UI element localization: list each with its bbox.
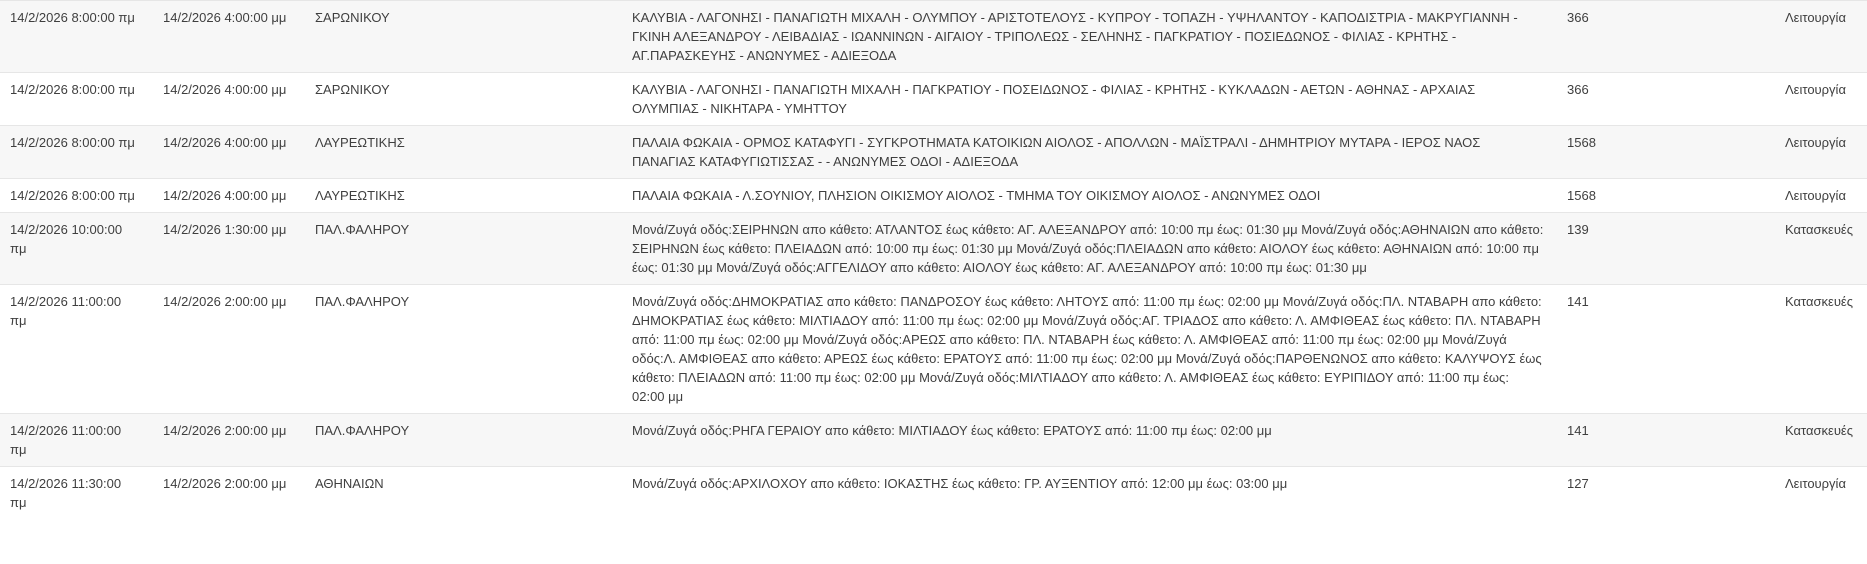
cell-status: Κατασκευές (1785, 294, 1853, 309)
table-row[interactable] (0, 285, 1867, 414)
table-row[interactable] (0, 213, 1867, 285)
cell-number: 366 (1567, 82, 1589, 97)
cell-number: 141 (1567, 294, 1589, 309)
cell-status: Λειτουργία (1785, 82, 1846, 97)
cell-end-datetime: 14/2/2026 4:00:00 μμ (163, 10, 287, 25)
cell-start-datetime: 14/2/2026 11:00:00 πμ (10, 423, 122, 457)
outage-table-body (0, 1, 1867, 520)
cell-description: ΠΑΛΑΙΑ ΦΩΚΑΙΑ - Λ.ΣΟΥΝΙΟΥ, ΠΛΗΣΙΟΝ ΟΙΚΙΣΜΟΥ ΑΙΟΛΟΣ - ΤΜΗΜΑ ΤΟΥ ΟΙΚΙΣΜΟΥ ΑΙΟΛΟΣ - ΑΝΩΝΥΜΕΣ ΟΔΟΙ (632, 188, 1321, 203)
cell-number: 1568 (1567, 135, 1596, 150)
cell-start-datetime: 14/2/2026 8:00:00 πμ (10, 82, 135, 97)
cell-start-datetime: 14/2/2026 11:00:00 πμ (10, 294, 122, 328)
cell-description: Μονά/Ζυγά οδός:ΣΕΙΡΗΝΩΝ απο κάθετο: ΑΤΛΑΝΤΟΣ έως κάθετο: ΑΓ. ΑΛΕΞΑΝΔΡΟΥ από: 10:00 πμ έως: 01:30 μμ Μονά/Ζυγά οδός:ΑΘΗΝΑΙΩΝ απο κάθετο: ΣΕΙΡΗΝΩΝ έως κάθετο: ΠΛΕΙΑΔΩΝ από: 10:00 πμ έως: 01:30 μμ Μονά/Ζυγά οδός:ΠΛΕΙΑΔΩΝ απο κάθετο: ΑΙΟΛΟΥ έως κάθετο: ΑΘΗΝΑΙΩΝ από: 10:00 πμ έως: 01:30 μμ Μονά/Ζυγά οδός:ΑΓΓΕΛΙΔΟΥ απο κάθετο: ΑΙΟΛΟΥ έως κάθετο: ΑΓ. ΑΛΕΞΑΝΔΡΟΥ από: 10:00 πμ έως: 01:30 μμ (632, 222, 1544, 275)
cell-municipality: ΠΑΛ.ΦΑΛΗΡΟΥ (315, 423, 410, 438)
cell-status: Λειτουργία (1785, 10, 1846, 25)
cell-municipality: ΠΑΛ.ΦΑΛΗΡΟΥ (315, 222, 410, 237)
cell-status: Κατασκευές (1785, 423, 1853, 438)
cell-end-datetime: 14/2/2026 2:00:00 μμ (163, 294, 287, 309)
cell-start-datetime: 14/2/2026 11:30:00 πμ (10, 476, 122, 510)
table-row[interactable] (0, 126, 1867, 179)
cell-status: Κατασκευές (1785, 222, 1853, 237)
cell-description: Μονά/Ζυγά οδός:ΑΡΧΙΛΟΧΟΥ απο κάθετο: ΙΟΚΑΣΤΗΣ έως κάθετο: ΓΡ. ΑΥΞΕΝΤΙΟΥ από: 12:00 μμ έως: 03:00 μμ (632, 476, 1288, 491)
cell-number: 139 (1567, 222, 1589, 237)
cell-description: ΚΑΛΥΒΙΑ - ΛΑΓΟΝΗΣΙ - ΠΑΝΑΓΙΩΤΗ ΜΙΧΑΛΗ - ΟΛΥΜΠΟΥ - ΑΡΙΣΤΟΤΕΛΟΥΣ - ΚΥΠΡΟΥ - ΤΟΠΑΖΗ - ΥΨΗΛΑΝΤΟΥ - ΚΑΠΟΔΙΣΤΡΙΑ - ΜΑΚΡΥΓΙΑΝΝΗ - ΓΚΙΝΗ ΑΛΕΞΑΝΔΡΟΥ - ΛΕΙΒΑΔΙΑΣ - ΙΩΑΝΝΙΝΩΝ - ΑΙΓΑΙΟΥ - ΤΡΙΠΟΛΕΩΣ - ΣΕΛΗΝΗΣ - ΠΑΓΚΡΑΤΙΟΥ - ΠΟΣΙΕΔΩΝΟΣ - ΦΙΛΙΑΣ - ΚΡΗΤΗΣ - ΑΓ.ΠΑΡΑΣΚΕΥΗΣ - ΑΝΩΝΥΜΕΣ - ΑΔΙΕΞΟΔΑ (632, 10, 1518, 63)
cell-municipality: ΛΑΥΡΕΩΤΙΚΗΣ (315, 135, 405, 150)
cell-status: Λειτουργία (1785, 476, 1846, 491)
cell-end-datetime: 14/2/2026 2:00:00 μμ (163, 423, 287, 438)
cell-description: ΚΑΛΥΒΙΑ - ΛΑΓΟΝΗΣΙ - ΠΑΝΑΓΙΩΤΗ ΜΙΧΑΛΗ - ΠΑΓΚΡΑΤΙΟΥ - ΠΟΣΕΙΔΩΝΟΣ - ΦΙΛΙΑΣ - ΚΡΗΤΗΣ - ΚΥΚΛΑΔΩΝ - ΑΕΤΩΝ - ΑΘΗΝΑΣ - ΑΡΧΑΙΑΣ ΟΛΥΜΠΙΑΣ - ΝΙΚΗΤΑΡΑ - ΥΜΗΤΤΟΥ (632, 82, 1476, 116)
cell-number: 141 (1567, 423, 1589, 438)
cell-end-datetime: 14/2/2026 4:00:00 μμ (163, 188, 287, 203)
cell-start-datetime: 14/2/2026 8:00:00 πμ (10, 10, 135, 25)
cell-municipality: ΠΑΛ.ΦΑΛΗΡΟΥ (315, 294, 410, 309)
cell-description: Μονά/Ζυγά οδός:ΔΗΜΟΚΡΑΤΙΑΣ απο κάθετο: ΠΑΝΔΡΟΣΟΥ έως κάθετο: ΛΗΤΟΥΣ από: 11:00 πμ έως: 02:00 μμ Μονά/Ζυγά οδός:ΠΛ. ΝΤΑΒΑΡΗ απο κάθετο: ΔΗΜΟΚΡΑΤΙΑΣ έως κάθετο: ΜΙΛΤΙΑΔΟΥ από: 11:00 πμ έως: 02:00 μμ Μονά/Ζυγά οδός:ΑΓ. ΤΡΙΑΔΟΣ απο κάθετο: Λ. ΑΜΦΙΘΕΑΣ έως κάθετο: ΠΛ. ΝΤΑΒΑΡΗ από: 11:00 πμ έως: 02:00 μμ Μονά/Ζυγά οδός:ΑΡΕΩΣ απο κάθετο: ΠΛ. ΝΤΑΒΑΡΗ έως κάθετο: Λ. ΑΜΦΙΘΕΑΣ από: 11:00 πμ έως: 02:00 μμ Μονά/Ζυγά οδός:Λ. ΑΜΦΙΘΕΑΣ απο κάθετο: ΑΡΕΩΣ έως κάθετο: ΕΡΑΤΟΥΣ από: 11:00 πμ έως: 02:00 μμ Μονά/Ζυγά οδός:ΠΑΡΘΕΝΩΝΟΣ απο κάθετο: ΚΑΛΥΨΟΥΣ έως κάθετο: ΠΛΕΙΑΔΩΝ από: 11:00 πμ έως: 02:00 μμ Μονά/Ζυγά οδός:ΜΙΛΤΙΑΔΟΥ απο κάθετο: Λ. ΑΜΦΙΘΕΑΣ έως κάθετο: ΕΥΡΙΠΙΔΟΥ από: 11:00 πμ έως: 02:00 μμ (632, 294, 1542, 404)
table-row[interactable] (0, 467, 1867, 520)
table-row[interactable] (0, 179, 1867, 213)
cell-number: 127 (1567, 476, 1589, 491)
table-row[interactable] (0, 1, 1867, 73)
cell-start-datetime: 14/2/2026 8:00:00 πμ (10, 188, 135, 203)
cell-description: ΠΑΛΑΙΑ ΦΩΚΑΙΑ - ΟΡΜΟΣ ΚΑΤΑΦΥΓΙ - ΣΥΓΚΡΟΤΗΜΑΤΑ ΚΑΤΟΙΚΙΩΝ ΑΙΟΛΟΣ - ΑΠΟΛΛΩΝ - ΜΑΪΣΤΡΑΛΙ - ΔΗΜΗΤΡΙΟΥ ΜΥΤΑΡΑ - ΙΕΡΟΣ ΝΑΟΣ ΠΑΝΑΓΙΑΣ ΚΑΤΑΦΥΓΙΩΤΙΣΣΑΣ - - ΑΝΩΝΥΜΕΣ ΟΔΟΙ - ΑΔΙΕΞΟΔΑ (632, 135, 1481, 169)
table-row[interactable] (0, 73, 1867, 126)
cell-status: Λειτουργία (1785, 188, 1846, 203)
cell-description: Μονά/Ζυγά οδός:ΡΗΓΑ ΓΕΡΑΙΟΥ απο κάθετο: ΜΙΛΤΙΑΔΟΥ έως κάθετο: ΕΡΑΤΟΥΣ από: 11:00 πμ έως: 02:00 μμ (632, 423, 1272, 438)
cell-start-datetime: 14/2/2026 8:00:00 πμ (10, 135, 135, 150)
cell-end-datetime: 14/2/2026 1:30:00 μμ (163, 222, 287, 237)
cell-municipality: ΑΘΗΝΑΙΩΝ (315, 476, 384, 491)
cell-municipality: ΣΑΡΩΝΙΚΟΥ (315, 82, 390, 97)
cell-end-datetime: 14/2/2026 4:00:00 μμ (163, 82, 287, 97)
cell-municipality: ΛΑΥΡΕΩΤΙΚΗΣ (315, 188, 405, 203)
cell-status: Λειτουργία (1785, 135, 1846, 150)
cell-end-datetime: 14/2/2026 2:00:00 μμ (163, 476, 287, 491)
cell-number: 366 (1567, 10, 1589, 25)
cell-start-datetime: 14/2/2026 10:00:00 πμ (10, 222, 123, 256)
cell-number: 1568 (1567, 188, 1596, 203)
cell-municipality: ΣΑΡΩΝΙΚΟΥ (315, 10, 390, 25)
cell-end-datetime: 14/2/2026 4:00:00 μμ (163, 135, 287, 150)
table-row[interactable] (0, 414, 1867, 467)
